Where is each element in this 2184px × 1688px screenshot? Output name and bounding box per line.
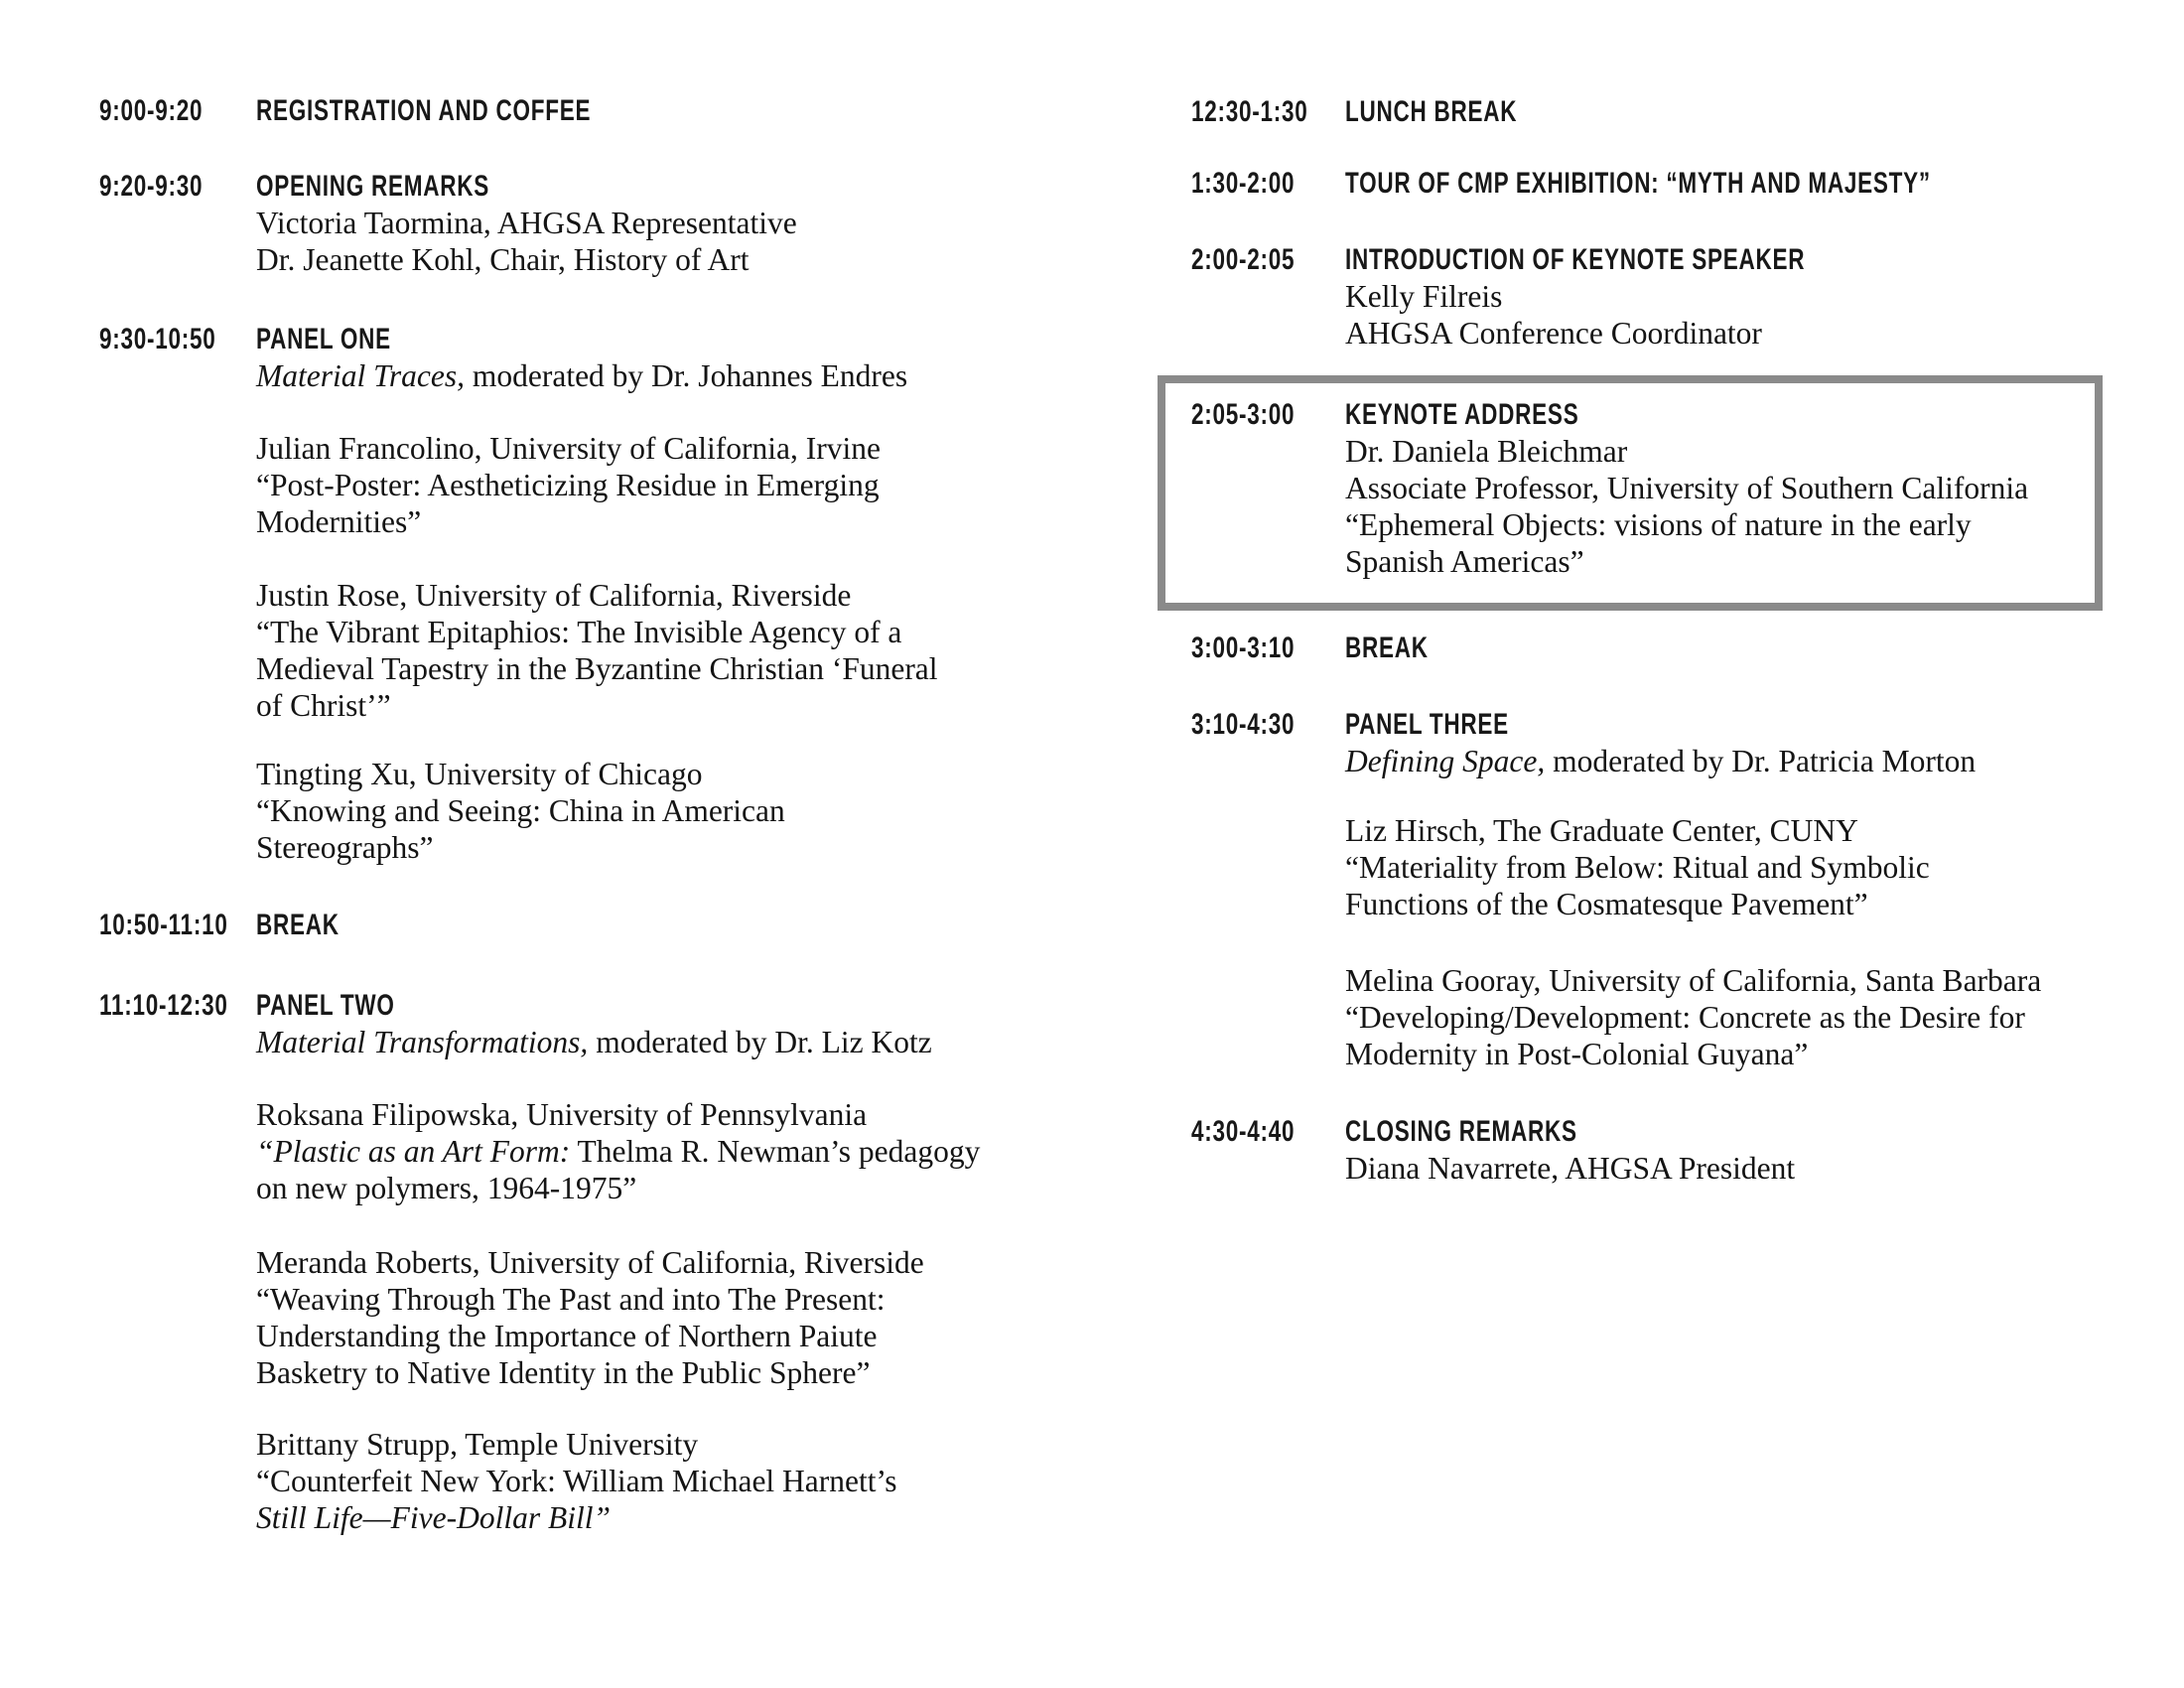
speaker-block-julian-francolino [99, 430, 881, 540]
panel-moderator: moderated by Dr. Patricia Morton [1545, 744, 1977, 778]
schedule-item-cmp-tour [1191, 165, 2125, 202]
time-label: 9:30-10:50 [99, 323, 216, 355]
session-title: PANEL ONE [256, 323, 391, 355]
session-title: REGISTRATION AND COFFEE [256, 94, 592, 127]
time-label: 3:10-4:30 [1191, 708, 1296, 741]
schedule-item-panel-three [1191, 706, 1976, 779]
paper-title-line: of Christ’” [256, 688, 391, 723]
schedule-item-break-afternoon [1191, 630, 1456, 666]
panel-subtitle [256, 1024, 932, 1060]
session-title: INTRODUCTION OF KEYNOTE SPEAKER [1345, 243, 1806, 276]
paper-title-line: “Ephemeral Objects: visions of nature in the early [1345, 507, 1972, 542]
speaker-name: Justin Rose, University of California, Riverside [256, 578, 852, 613]
panel-subtitle [1345, 743, 1976, 779]
schedule-item-panel-one [99, 321, 907, 394]
speaker-block-meranda-roberts [99, 1244, 924, 1391]
speaker-role: Associate Professor, University of Southern California [1345, 471, 2029, 505]
time-label: 10:50-11:10 [99, 909, 228, 941]
session-title: PANEL THREE [1345, 708, 1509, 741]
speaker-block-melina-gooray [1191, 962, 2041, 1072]
panel-name-italic: Material Transformations, [256, 1025, 589, 1059]
speaker-name: Liz Hirsch, The Graduate Center, CUNY [1345, 813, 1858, 848]
paper-title-line: “Counterfeit New York: William Michael Harnett’s [256, 1464, 897, 1498]
session-title: CLOSING REMARKS [1345, 1115, 1577, 1148]
time-label: 9:00-9:20 [99, 94, 204, 127]
paper-title-line: “Post-Poster: Aestheticizing Residue in Emerging [256, 468, 880, 502]
speaker-role: AHGSA Conference Coordinator [1345, 316, 1762, 351]
speaker-name: Kelly Filreis [1345, 279, 1503, 314]
time-label: 11:10-12:30 [99, 989, 228, 1022]
speaker-name: Victoria Taormina, AHGSA Representative [256, 206, 797, 240]
paper-title-line: Spanish Americas” [1345, 544, 1584, 579]
time-label: 12:30-1:30 [1191, 95, 1308, 128]
paper-title-line: Medieval Tapestry in the Byzantine Christian ‘Funeral [256, 651, 938, 686]
paper-title-rest: Thelma R. Newman’s pedagogy [570, 1134, 981, 1169]
speaker-name: Dr. Daniela Bleichmar [1345, 434, 1628, 469]
paper-title-line: “Materiality from Below: Ritual and Symbolic [1345, 850, 1930, 885]
session-title: BREAK [1345, 632, 1429, 664]
panel-name-italic: Defining Space, [1345, 744, 1546, 778]
speaker-name: Brittany Strupp, Temple University [256, 1427, 699, 1462]
time-label: 2:05-3:00 [1191, 398, 1296, 431]
panel-moderator: moderated by Dr. Liz Kotz [588, 1025, 932, 1059]
panel-moderator: moderated by Dr. Johannes Endres [465, 358, 908, 393]
paper-title-line: Stereographs” [256, 830, 434, 865]
speaker-name: Dr. Jeanette Kohl, Chair, History of Art [256, 242, 750, 277]
paper-title-line: on new polymers, 1964-1975” [256, 1171, 637, 1205]
schedule-item-break-morning [99, 907, 367, 943]
session-title: KEYNOTE ADDRESS [1345, 398, 1579, 431]
session-title: TOUR OF CMP EXHIBITION: “MYTH AND MAJESTY” [1345, 167, 1931, 200]
paper-title-line: “Developing/Development: Concrete as the Desire for [1345, 1000, 2025, 1035]
time-label: 3:00-3:10 [1191, 632, 1296, 664]
paper-title-line: “Knowing and Seeing: China in American [256, 793, 785, 828]
paper-title-line: “Weaving Through The Past and into The Present: [256, 1282, 886, 1317]
session-title: PANEL TWO [256, 989, 395, 1022]
speaker-name: Tingting Xu, University of Chicago [256, 757, 703, 791]
paper-title-line [256, 1133, 980, 1170]
speaker-block-justin-rose [99, 577, 938, 724]
schedule-item-closing-remarks [1191, 1113, 1795, 1187]
paper-title-line: Modernities” [256, 504, 422, 539]
speaker-name: Melina Gooray, University of California, Santa Barbara [1345, 963, 2042, 998]
time-label: 9:20-9:30 [99, 170, 204, 203]
schedule-item-keynote-intro [1191, 241, 1959, 352]
paper-title-line: Understanding the Importance of Northern Paiute [256, 1319, 878, 1353]
panel-subtitle [256, 357, 907, 394]
time-label: 2:00-2:05 [1191, 243, 1296, 276]
paper-title-line: Modernity in Post-Colonial Guyana” [1345, 1037, 1809, 1071]
paper-title-line: Functions of the Cosmatesque Pavement” [1345, 887, 1868, 921]
schedule-item-panel-two [99, 987, 932, 1060]
session-title: OPENING REMARKS [256, 170, 490, 203]
paper-title-line: “The Vibrant Epitaphios: The Invisible Agency of a [256, 615, 902, 649]
speaker-block-liz-hirsch [1191, 812, 1930, 922]
time-label: 4:30-4:40 [1191, 1115, 1296, 1148]
speaker-block-roksana-filipowska [99, 1096, 980, 1206]
speaker-name: Julian Francolino, University of California, Irvine [256, 431, 881, 466]
paper-title-line: Basketry to Native Identity in the Public Sphere” [256, 1355, 871, 1390]
speaker-name: Meranda Roberts, University of California, Riverside [256, 1245, 924, 1280]
schedule-item-registration [99, 92, 703, 129]
session-title: LUNCH BREAK [1345, 95, 1518, 128]
session-title: BREAK [256, 909, 340, 941]
panel-name-italic: Material Traces, [256, 358, 465, 393]
time-label: 1:30-2:00 [1191, 167, 1296, 200]
schedule-item-keynote-address [1191, 396, 2028, 580]
speaker-block-brittany-strupp [99, 1426, 897, 1536]
schedule-item-opening-remarks [99, 168, 797, 278]
schedule-item-lunch-break [1191, 93, 1574, 130]
speaker-block-tingting-xu [99, 756, 785, 866]
paper-title-line-italic: Still Life—Five-Dollar Bill” [256, 1500, 611, 1535]
speaker-name: Roksana Filipowska, University of Pennsylvania [256, 1097, 868, 1132]
paper-title-italic: “Plastic as an Art Form: [256, 1134, 571, 1169]
speaker-name: Diana Navarrete, AHGSA President [1345, 1151, 1796, 1186]
